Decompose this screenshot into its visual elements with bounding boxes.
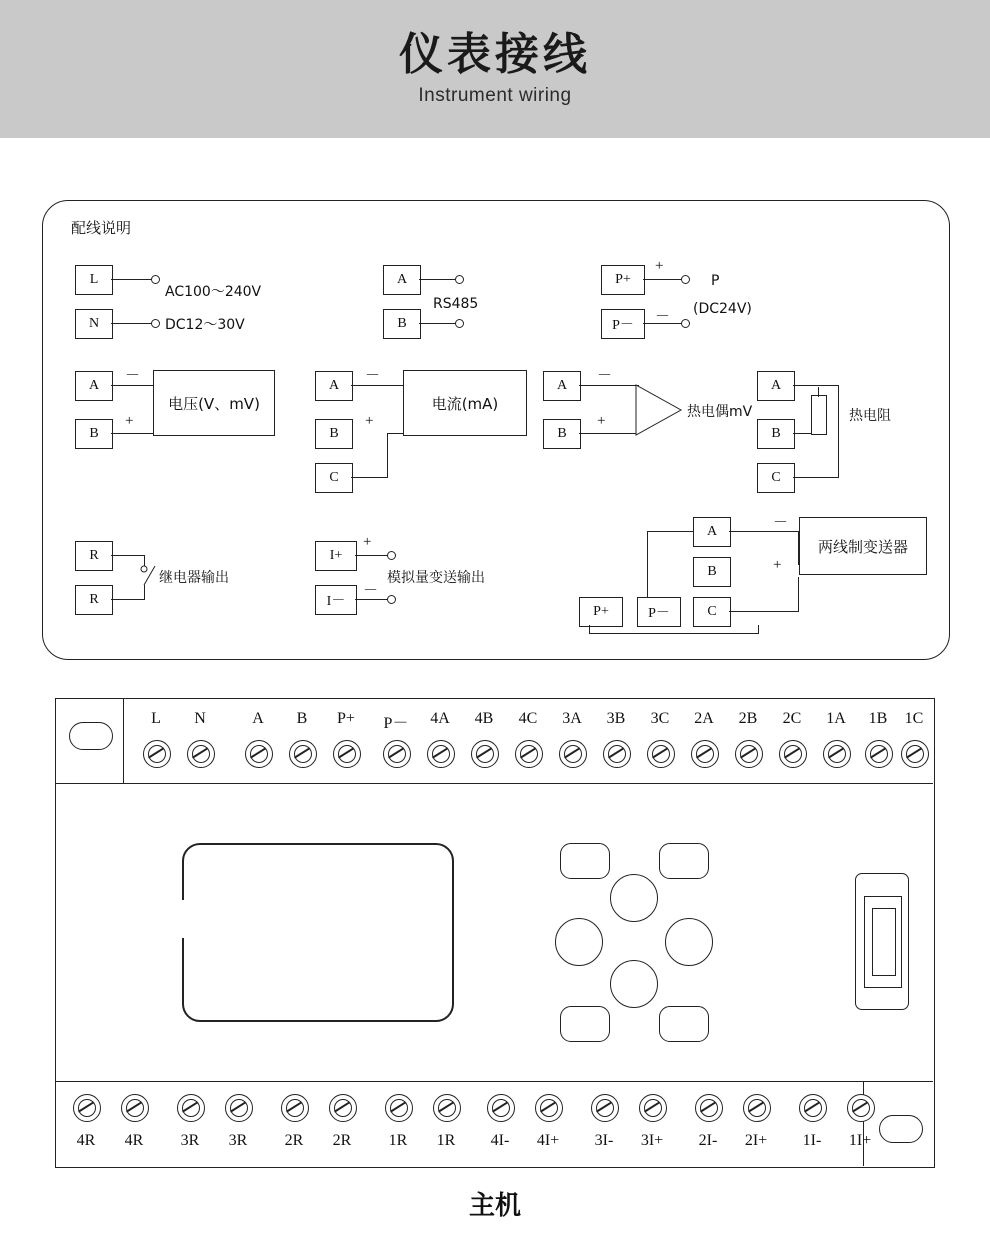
bottom-screw-13[interactable] [743,1094,771,1122]
node-out-2 [387,595,396,604]
bottom-terminal-label-6: 1R [388,1132,408,1149]
wire-power-1 [111,279,153,280]
top-screw-4[interactable] [333,740,361,768]
bottom-terminal-label-11: 3I+ [640,1132,664,1149]
wire-power-2 [111,323,153,324]
wire-current-1 [351,385,403,386]
bottom-terminal-label-3: 3R [228,1132,248,1149]
key-top-right[interactable] [659,843,709,879]
bottom-screw-0[interactable] [73,1094,101,1122]
sign-p-minus: － [655,309,671,325]
bottom-screw-8[interactable] [487,1094,515,1122]
top-screw-2[interactable] [245,740,273,768]
terminal-rs485-B: B [383,309,421,339]
terminal-P-minus: P－ [601,309,645,339]
bottom-terminal-label-10: 3I- [594,1132,614,1149]
top-screw-13[interactable] [735,740,763,768]
terminal-voltage-A: A [75,371,113,401]
top-terminal-label-12: 2A [694,710,714,727]
key-left[interactable] [555,918,603,966]
key-down[interactable] [610,960,658,1008]
bottom-terminal-label-8: 4I- [490,1132,510,1149]
wire-2w-6 [798,577,799,611]
sign-out-minus: － [363,583,379,599]
label-thermocouple: 热电偶mV [687,404,753,420]
wire-2w-1 [647,531,693,532]
key-right[interactable] [665,918,713,966]
bottom-terminal-label-0: 4R [76,1132,96,1149]
top-terminal-label-16: 1B [868,710,888,727]
label-dc-range: DC12～30V [165,317,245,333]
terminal-out-I-minus: I－ [315,585,357,615]
top-terminal-label-5: P－ [383,715,409,732]
page-title-cn: 仪表接线 [399,28,591,80]
bottom-screw-10[interactable] [591,1094,619,1122]
instrument-display [182,843,454,1022]
bottom-terminal-label-2: 3R [180,1132,200,1149]
terminal-current-C: C [315,463,353,493]
sign-voltage-plus: + [125,413,134,429]
terminal-current-A: A [315,371,353,401]
wire-out-1 [355,555,389,556]
relay-contact-icon [135,563,161,589]
terminal-tc-A: A [543,371,581,401]
node-p-2 [681,319,690,328]
top-terminal-label-11: 3C [650,710,670,727]
top-terminal-label-14: 2C [782,710,802,727]
terminal-rtd-C: C [757,463,795,493]
top-screw-1[interactable] [187,740,215,768]
terminal-N: N [75,309,113,339]
bottom-screw-12[interactable] [695,1094,723,1122]
terminal-L: L [75,265,113,295]
wire-tc-1 [579,385,639,386]
label-rtd: 热电阻 [849,408,891,424]
sign-2w-plus: + [773,557,782,573]
label-analog-output: 模拟量变送输出 [387,570,485,586]
terminal-relay-R2: R [75,585,113,615]
side-connector-core [872,908,896,976]
block-two-wire-transmitter: 两线制变送器 [799,517,927,575]
top-terminal-label-13: 2B [738,710,758,727]
bottom-screw-3[interactable] [225,1094,253,1122]
bottom-screw-14[interactable] [799,1094,827,1122]
label-p-dc24v: (DC24V) [693,301,752,317]
wire-current-3 [387,433,388,478]
sign-tc-minus: － [597,368,613,384]
wire-2w-3 [729,531,799,532]
instrument-caption: 主机 [468,1191,521,1221]
thermocouple-junction-icon [635,373,683,447]
node-power-1 [151,275,160,284]
bottom-terminal-label-13: 2I+ [744,1132,768,1149]
key-bottom-right[interactable] [659,1006,709,1042]
bottom-screw-7[interactable] [433,1094,461,1122]
bottom-screw-6[interactable] [385,1094,413,1122]
bottom-screw-5[interactable] [329,1094,357,1122]
wire-current-2 [351,477,387,478]
terminal-tc-B: B [543,419,581,449]
bottom-screw-2[interactable] [177,1094,205,1122]
top-screw-12[interactable] [691,740,719,768]
top-terminal-label-15: 1A [826,710,846,727]
top-terminal-label-6: 4A [430,710,450,727]
top-screw-0[interactable] [143,740,171,768]
top-strip-divider [123,698,124,783]
bottom-terminal-label-5: 2R [332,1132,352,1149]
rtd-element-icon [811,395,827,435]
top-screw-10[interactable] [603,740,631,768]
bottom-terminal-label-14: 1I- [802,1132,822,1149]
wire-2w-8 [589,625,590,634]
mount-hole-top-left [69,722,113,750]
wire-rs485-2 [419,323,457,324]
top-terminal-label-1: N [194,710,206,727]
terminal-2w-C: C [693,597,731,627]
terminal-rtd-A: A [757,371,795,401]
wiring-panel-title: 配线说明 [71,219,132,237]
node-rs485-2 [455,319,464,328]
top-screw-8[interactable] [515,740,543,768]
top-terminal-label-3: B [296,710,308,727]
label-ac-range: AC100～240V [165,284,262,300]
top-screw-15[interactable] [823,740,851,768]
terminal-2w-A: A [693,517,731,547]
bottom-terminal-label-15: 1I+ [848,1132,872,1149]
wire-rtd-1 [793,385,839,386]
side-connector [855,873,909,1010]
bottom-screw-9[interactable] [535,1094,563,1122]
node-rs485-1 [455,275,464,284]
wire-relay-2 [111,599,145,600]
wire-rtd-3 [793,477,839,478]
terminal-relay-R1: R [75,541,113,571]
wire-rs485-1 [419,279,457,280]
terminal-P-plus: P+ [601,265,645,295]
terminal-voltage-B: B [75,419,113,449]
bottom-terminal-label-9: 4I+ [536,1132,560,1149]
top-screw-17[interactable] [901,740,929,768]
sign-voltage-minus: － [125,368,141,384]
top-screw-7[interactable] [471,740,499,768]
mount-hole-bottom-right [879,1115,923,1143]
top-terminal-label-9: 3A [562,710,582,727]
bottom-screw-15[interactable] [847,1094,875,1122]
bottom-screw-4[interactable] [281,1094,309,1122]
wiring-panel [42,200,950,660]
label-p: P [711,273,720,289]
node-p-1 [681,275,690,284]
node-power-2 [151,319,160,328]
sign-p-plus: + [655,258,664,274]
top-screw-5[interactable] [383,740,411,768]
label-relay-output: 继电器输出 [159,570,229,586]
page-title-en: Instrument wiring [418,85,572,107]
top-terminal-label-8: 4C [518,710,538,727]
wire-rtd-4 [838,385,839,477]
wire-2w-7 [589,633,759,634]
top-terminal-label-7: 4B [474,710,494,727]
top-screw-14[interactable] [779,740,807,768]
sign-out-plus: + [363,534,372,550]
wire-2w-4 [729,611,799,612]
sign-2w-minus: － [773,515,789,531]
top-terminal-label-4: P+ [337,710,355,727]
top-screw-9[interactable] [559,740,587,768]
terminal-rs485-A: A [383,265,421,295]
node-out-1 [387,551,396,560]
wire-rtd-5 [818,387,819,397]
terminal-current-B: B [315,419,353,449]
bottom-terminal-label-1: 4R [124,1132,144,1149]
bottom-screw-11[interactable] [639,1094,667,1122]
sign-tc-plus: + [597,413,606,429]
terminal-2w-B: B [693,557,731,587]
top-screw-3[interactable] [289,740,317,768]
block-voltage: 电压(V、mV) [153,370,275,436]
top-terminal-label-10: 3B [606,710,626,727]
instrument-drawing [55,698,935,1168]
top-terminal-label-2: A [252,710,264,727]
sign-current-plus: + [365,413,374,429]
bottom-screw-1[interactable] [121,1094,149,1122]
page-header [0,0,990,138]
wire-voltage-2 [111,433,153,434]
top-screw-11[interactable] [647,740,675,768]
key-up[interactable] [610,874,658,922]
bottom-terminal-label-7: 1R [436,1132,456,1149]
key-top-left[interactable] [560,843,610,879]
wire-2w-2 [647,531,648,597]
bottom-terminal-label-12: 2I- [698,1132,718,1149]
terminal-rtd-B: B [757,419,795,449]
label-rs485: RS485 [433,296,479,312]
top-terminal-label-0: L [151,710,161,727]
terminal-2w-P-plus: P+ [579,597,623,627]
wire-2w-9 [758,625,759,634]
wire-tc-2 [579,433,639,434]
terminal-out-I-plus: I+ [315,541,357,571]
terminal-2w-P-minus: P－ [637,597,681,627]
key-bottom-left[interactable] [560,1006,610,1042]
sign-current-minus: － [365,368,381,384]
wire-p-1 [643,279,683,280]
wire-voltage-1 [111,385,153,386]
top-screw-6[interactable] [427,740,455,768]
bottom-terminal-label-4: 2R [284,1132,304,1149]
wire-relay-1 [111,555,145,556]
block-current: 电流(mA) [403,370,527,436]
top-terminal-label-17: 1C [904,710,924,727]
top-screw-16[interactable] [865,740,893,768]
